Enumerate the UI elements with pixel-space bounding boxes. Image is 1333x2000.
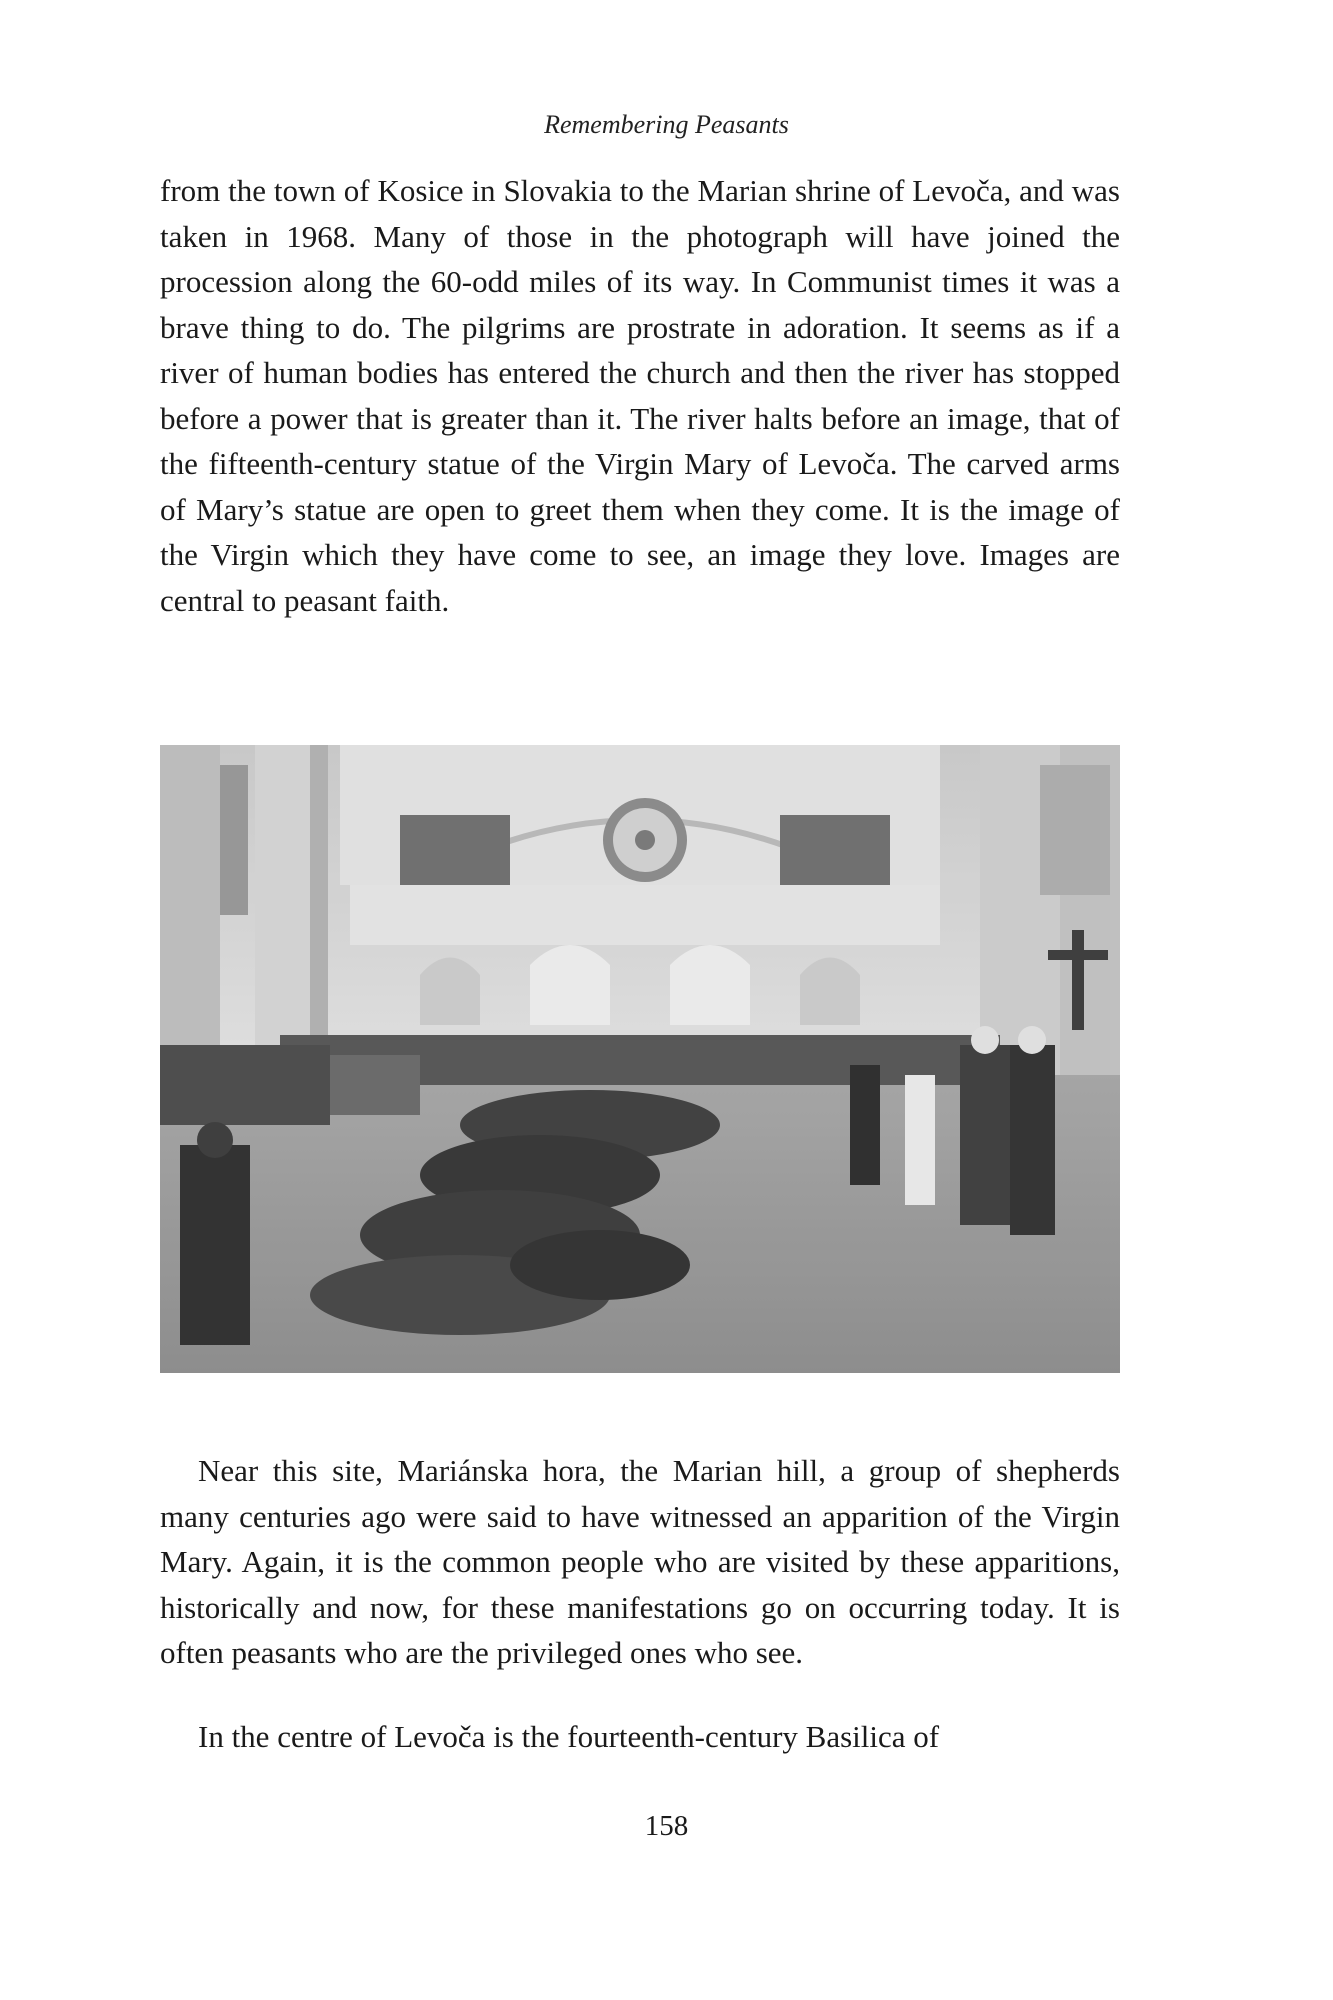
body-paragraph-1: from the town of Kosice in Slovakia to the Marian shrine of Levoča, and was taken in 1968. Many of those in the photograph will have joined the procession along the 60-odd miles of its way. In Communist times it was a brave thing to do. The pilgrims are prostrate in adoration. It seems as if a river of human bodies has entered the church and then the river has stopped before a power that is greater than it. The river halts before an image, that of the fifteenth-century statue of the Virgin Mary of Levoča. The carved arms of Mary’s statue are open to greet them when they come. It is the image of the Virgin which they have come to see, an image they love. Images are central to peasant faith.: [160, 173, 1120, 618]
running-head: Remembering Peasants: [544, 110, 789, 139]
body-paragraph-3: In the centre of Levoča is the fourteenth-century Basilica of: [198, 1719, 940, 1754]
page-number: 158: [644, 1810, 689, 1842]
church-pilgrims-photograph: [160, 745, 1120, 1373]
body-paragraph-2: Near this site, Mariánska hora, the Marian hill, a group of shepherds many centuries ago were said to have witnessed an apparition of the Virgin Mary. Again, it is the common people who are visited by these apparitions, historically and now, for these manifestations go on occurring today. It is often peasants who are the privileged ones who see.: [160, 1453, 1120, 1670]
